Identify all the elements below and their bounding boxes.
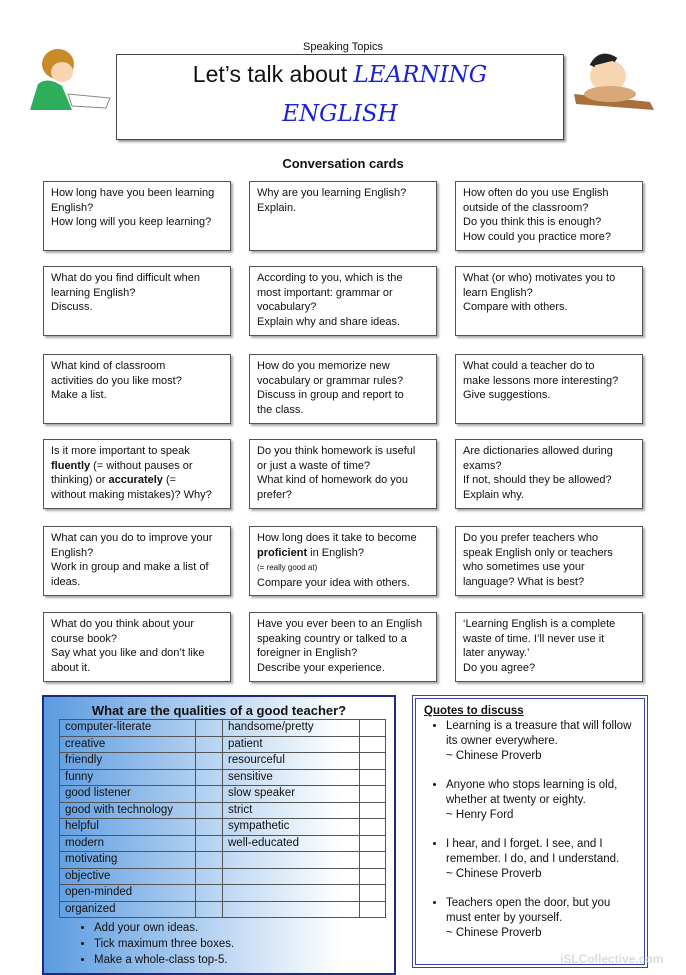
card-line [51,186,223,201]
card-text: Say what you like and don’t like [51,647,205,659]
card-line [51,300,223,315]
card-line [51,646,223,661]
title-line2: ENGLISH [282,101,398,127]
card-line [257,444,429,459]
card-line [51,271,223,286]
quality-label: helpful [60,819,196,836]
card-text: Do you prefer teachers who [463,532,599,544]
card-line [51,661,223,676]
card-line [463,661,635,676]
tick-box[interactable] [196,835,223,852]
card-text: learn English? [463,286,533,299]
card-text: (= really good at) [257,563,318,572]
card-line [463,473,635,488]
card-text: What could a teacher do to [463,360,595,372]
card-line [257,632,429,647]
conversation-card [455,354,643,424]
card-text: foreigner in English? [257,647,358,659]
card-line [257,271,429,286]
card-line [463,286,635,301]
card-text: Do you agree? [463,661,536,674]
card-text: Describe your experience. [257,661,385,674]
card-text: Make a list. [51,389,107,401]
card-line [257,374,429,389]
card-text: Compare your idea with others. [257,576,410,589]
card-text: Explain. [257,201,297,214]
card-text: How do you memorize new [257,360,390,372]
quality-label: computer-literate [60,720,196,737]
worksheet-subtitle: Speaking Topics [303,41,383,53]
card-line [463,444,635,459]
card-text: Give suggestions. [463,389,551,401]
quotes-heading: Quotes to discuss [424,705,524,717]
card-line [51,359,223,374]
card-line [51,560,223,575]
card-line [51,575,223,590]
card-line [51,546,223,561]
quality-label: strict [223,802,360,819]
card-line [257,560,429,576]
quality-label: objective [60,868,196,885]
card-text: What kind of homework do you [257,474,409,486]
quality-label: patient [223,736,360,753]
quality-label: motivating [60,852,196,869]
card-text: What kind of classroom [51,360,166,372]
table-row [60,901,386,918]
card-text: Compare with others. [463,301,568,313]
bold-term: fluently [51,459,91,472]
conversation-card [455,266,643,336]
quality-label: sensitive [223,769,360,786]
card-line [257,546,429,561]
conversation-card [43,181,231,251]
card-text: learning English? [51,286,136,299]
card-line [257,661,429,676]
table-row [60,736,386,753]
quality-label: open-minded [60,885,196,902]
card-text: outside of the classroom? [463,201,589,214]
card-line [257,576,429,591]
quote-text: Teachers open the door, but you must enter by yourself. [446,897,611,924]
card-text: or just a waste of time? [257,459,371,472]
tick-box[interactable] [360,852,386,869]
card-text: How often do you use English [463,187,609,199]
quote-item [446,896,636,941]
quote-text: Anyone who stops learning is old, whether at twenty or eighty. [446,779,618,806]
card-text: How long will you keep learning? [51,216,212,228]
conversation-card [43,266,231,336]
card-text: ‘Learning English is a complete [463,618,616,630]
tick-box[interactable] [360,901,386,918]
quality-label [223,868,360,885]
card-text: How long does it take to become [257,532,417,544]
watermark: iSLCollective.com [560,952,664,966]
table-row [60,720,386,737]
quality-label: handsome/pretty [223,720,360,737]
card-line [463,575,635,590]
card-line [463,359,635,374]
card-text: exams? [463,459,502,472]
card-line [257,617,429,632]
card-text: Discuss in group and report to [257,389,404,401]
card-text: the class. [257,403,304,416]
tick-box[interactable] [360,753,386,770]
card-text: What can you do to improve your [51,532,213,544]
card-line [257,201,429,216]
tips-list [74,920,394,968]
card-line [51,374,223,389]
quote-item [446,778,636,823]
card-line [51,617,223,632]
card-line [51,488,223,503]
card-text: What do you think about your [51,618,195,630]
card-text: What do you find difficult when [51,272,200,284]
card-text: According to you, which is the [257,272,403,284]
quality-label: organized [60,901,196,918]
card-line [463,215,635,230]
quality-label [223,852,360,869]
tip-item: • Tick maximum three boxes. [94,936,394,952]
card-text: activities do you like most? [51,374,182,387]
card-text: Have you ever been to an English [257,618,423,630]
quotes-list [424,719,636,941]
card-line [51,632,223,647]
qualities-box [42,695,396,975]
tick-box[interactable] [360,802,386,819]
quote-author: ~ Chinese Proverb [446,927,542,939]
card-line [463,546,635,561]
card-line [257,186,429,201]
tick-box[interactable] [196,819,223,836]
card-text: Explain why and share ideas. [257,315,401,328]
table-row [60,819,386,836]
conversation-card [455,181,643,251]
card-line [51,444,223,459]
card-text: language? What is best? [463,575,585,588]
card-text: Explain why. [463,488,524,501]
tick-box[interactable] [196,786,223,803]
title-highlight: LEARNING [353,62,488,88]
card-line [257,300,429,315]
tick-box[interactable] [360,736,386,753]
quality-label: friendly [60,753,196,770]
card-line [257,473,429,488]
conversation-card [249,439,437,509]
table-row [60,753,386,770]
card-text: who sometimes use your [463,561,585,573]
card-line [463,186,635,201]
quality-label: resourceful [223,753,360,770]
quality-label [223,901,360,918]
card-text: thinking) or [51,474,109,486]
quote-text: Learning is a treasure that will follow its owner everywhere. [446,720,632,747]
card-line [51,459,223,474]
card-line [257,459,429,474]
quality-label: slow speaker [223,786,360,803]
card-text: vocabulary? [257,301,317,313]
conversation-card [43,439,231,509]
card-line [463,617,635,632]
card-text: Work in group and make a list of [51,561,209,573]
conversation-card [43,526,231,596]
qualities-table [59,719,386,918]
tick-box[interactable] [196,868,223,885]
tip-item: • Add your own ideas. [94,920,394,936]
card-text: about it. [51,661,91,674]
qualities-title: What are the qualities of a good teacher? [91,703,347,718]
table-row [60,786,386,803]
card-text: Discuss. [51,301,93,313]
table-row [60,835,386,852]
card-line [51,215,223,230]
tick-box[interactable] [196,753,223,770]
card-line [463,201,635,216]
quote-author: ~ Chinese Proverb [446,750,542,762]
card-line [51,286,223,301]
table-row [60,852,386,869]
tick-box[interactable] [196,802,223,819]
card-line [257,359,429,374]
tick-box[interactable] [196,736,223,753]
card-text: speak English only or teachers [463,546,613,559]
title-box [116,54,564,140]
card-line [463,531,635,546]
tick-box[interactable] [196,901,223,918]
card-text: Is it more important to speak [51,445,190,457]
card-text: course book? [51,632,118,645]
conversation-card [249,612,437,682]
card-line [257,315,429,330]
card-text: later anyway.’ [463,647,530,659]
quality-label: creative [60,736,196,753]
card-line [463,374,635,389]
card-line [257,488,429,503]
card-line [257,531,429,546]
quality-label: sympathetic [223,819,360,836]
conversation-card [249,266,437,336]
card-text: Why are you learning English? [257,187,407,199]
quality-label: funny [60,769,196,786]
boy-writing-illustration [28,44,114,112]
quality-label: well-educated [223,835,360,852]
title-prefix: Let’s talk about [192,61,354,87]
card-line [257,403,429,418]
card-line [463,300,635,315]
quality-label: good with technology [60,802,196,819]
table-row [60,802,386,819]
card-text: If not, should they be allowed? [463,474,612,486]
tick-box[interactable] [360,769,386,786]
quote-author: ~ Chinese Proverb [446,868,542,880]
card-text: prefer? [257,488,292,501]
card-text: ideas. [51,575,81,588]
page-title [117,61,563,88]
quote-author: ~ Henry Ford [446,809,514,821]
conversation-card [43,612,231,682]
tick-box[interactable] [360,786,386,803]
tick-box[interactable] [360,835,386,852]
card-text: in English? [307,546,364,559]
card-text: English? [51,201,94,214]
conversation-card [43,354,231,424]
quote-item [446,719,636,764]
sleeping-student-illustration [570,44,660,114]
quality-label [223,885,360,902]
tick-box[interactable] [360,868,386,885]
card-text: without making mistakes)? Why? [51,488,212,501]
card-line [257,286,429,301]
card-text: How could you practice more? [463,230,611,243]
tick-box[interactable] [196,720,223,737]
card-line [463,488,635,503]
conversation-card [249,354,437,424]
card-text: most important: grammar or [257,286,393,299]
card-text: How long have you been learning [51,187,215,199]
quality-label: good listener [60,786,196,803]
card-text: (= without pauses or [90,459,193,472]
card-line [463,459,635,474]
table-row [60,868,386,885]
quotes-box [412,695,648,968]
card-line [463,560,635,575]
table-row [60,885,386,902]
section-heading: Conversation cards [282,156,404,171]
card-line [463,632,635,647]
conversation-card [249,181,437,251]
tick-box[interactable] [196,885,223,902]
card-line [51,201,223,216]
card-text: Do you think homework is useful [257,445,416,457]
card-line [51,388,223,403]
card-text: (= [162,474,177,486]
conversation-card [455,526,643,596]
quality-label: modern [60,835,196,852]
card-text: Do you think this is enough? [463,216,602,228]
card-text: speaking country or talked to a [257,632,407,645]
tick-box[interactable] [360,819,386,836]
conversation-card [249,526,437,596]
card-text: English? [51,546,94,559]
tip-item: • Make a whole-class top-5. [94,952,394,968]
card-text: What (or who) motivates you to [463,272,616,284]
card-line [463,230,635,245]
tick-box[interactable] [196,769,223,786]
table-row [60,769,386,786]
card-line [51,473,223,488]
card-text: make lessons more interesting? [463,374,619,387]
quote-text: I hear, and I forget. I see, and I remember. I do, and I understand. [446,838,620,865]
card-text: waste of time. I’ll never use it [463,632,605,645]
card-line [463,388,635,403]
tick-box[interactable] [360,720,386,737]
tick-box[interactable] [360,885,386,902]
card-line [51,531,223,546]
conversation-card [455,612,643,682]
card-line [257,388,429,403]
card-line [463,271,635,286]
quote-item [446,837,636,882]
bold-term: proficient [257,546,308,559]
card-line [257,646,429,661]
card-line [463,646,635,661]
card-text: Are dictionaries allowed during [463,445,613,457]
card-text: vocabulary or grammar rules? [257,374,404,387]
bold-term: accurately [108,474,163,486]
tick-box[interactable] [196,852,223,869]
conversation-card [455,439,643,509]
